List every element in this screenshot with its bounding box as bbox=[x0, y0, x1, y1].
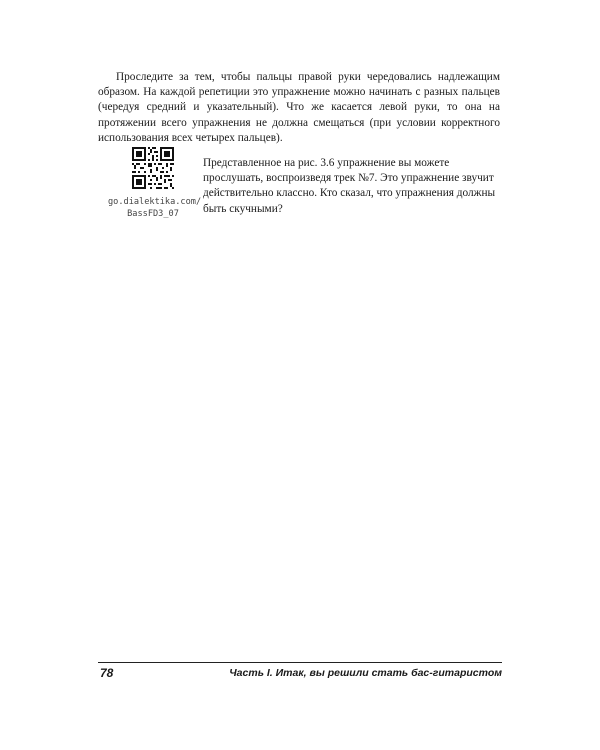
listening-note: Представленное на рис. 3.6 упражнение вы можете прослушать, воспроизведя трек №7. Это упражнение звучит действительно классно. Кто сказал, что упражнения должны быть скучными? bbox=[203, 157, 496, 215]
page-number: 78 bbox=[100, 666, 114, 680]
qr-code-icon bbox=[132, 147, 174, 189]
body-paragraph: Проследите за тем, чтобы пальцы правой руки чередовались надлежащим образом. На каждой репетиции это упражнение можно начинать с разных пальцев (чередуя средний и указательный). Что же касается левой руки, то она на протяжении всего упражнения не должна смещаться (при условии корректного использования всех четырех пальцев). bbox=[98, 71, 500, 144]
footer-rule bbox=[98, 662, 502, 663]
qr-caption-line1[interactable]: go.dialektika.com/ bbox=[108, 197, 202, 207]
qr-caption bbox=[108, 196, 202, 220]
qr-block bbox=[108, 147, 202, 220]
running-title: Часть I. Итак, вы решили стать бас-гитаристом bbox=[229, 667, 502, 679]
qr-caption-line2[interactable]: BassFD3_07 bbox=[127, 209, 179, 219]
